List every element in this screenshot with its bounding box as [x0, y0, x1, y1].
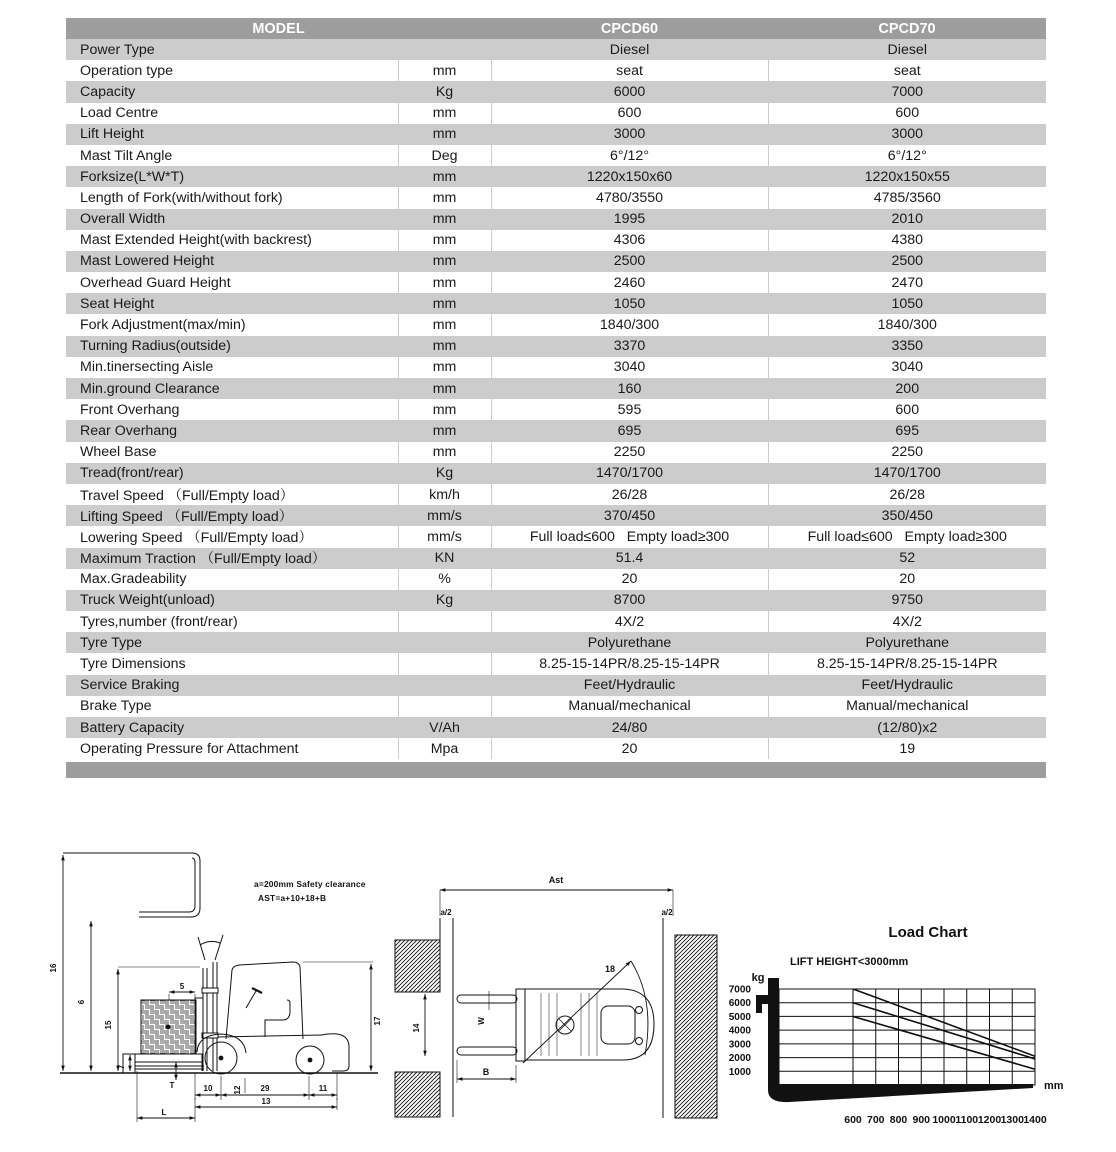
- table-row: [66, 399, 1046, 420]
- cell-label: Tyre Dimensions: [66, 653, 398, 674]
- cell-v70: 3000: [768, 124, 1046, 145]
- dim-14: 14: [412, 1023, 421, 1033]
- cell-v70: 2470: [768, 272, 1046, 293]
- cell-v70: 1840/300: [768, 314, 1046, 335]
- cell-label: Mast Tilt Angle: [66, 145, 398, 166]
- table-row: [66, 484, 1046, 505]
- cell-label: Capacity: [66, 81, 398, 102]
- cell-unit: mm: [398, 187, 491, 208]
- cell-v70: 26/28: [768, 484, 1046, 505]
- load-chart-subtitle: LIFT HEIGHT<3000mm: [790, 956, 909, 968]
- cell-v70: 6°/12°: [768, 145, 1046, 166]
- cell-label: Load Centre: [66, 103, 398, 124]
- cell-unit: mm: [398, 103, 491, 124]
- cell-v60: Diesel: [491, 39, 768, 60]
- cell-label: Max.Gradeability: [66, 569, 398, 590]
- dim-6: 6: [77, 999, 86, 1005]
- cell-label: Fork Adjustment(max/min): [66, 314, 398, 335]
- cell-v60: Full load≤600 Empty load≥300: [491, 526, 768, 547]
- top-dimension-labels: [412, 875, 673, 1077]
- cell-v60: seat: [491, 60, 768, 81]
- y-tick: 2000: [728, 1053, 751, 1065]
- dim-a2-right: a/2: [661, 908, 673, 917]
- cell-v70: seat: [768, 60, 1046, 81]
- y-tick: 6000: [728, 998, 751, 1010]
- dim-5: 5: [179, 982, 185, 991]
- safety-clearance-note: a=200mm Safety clearance: [254, 879, 366, 889]
- x-tick: 900: [912, 1114, 931, 1126]
- cell-v60: 370/450: [491, 505, 768, 526]
- x-tick: 1300: [1000, 1114, 1024, 1126]
- cell-v70: 1220x150x55: [768, 166, 1046, 187]
- cell-v60: 595: [491, 399, 768, 420]
- cell-unit: mm/s: [398, 505, 491, 526]
- cell-v70: 1050: [768, 293, 1046, 314]
- cell-unit: mm: [398, 272, 491, 293]
- dim-B: B: [482, 1067, 490, 1077]
- cell-unit: mm: [398, 378, 491, 399]
- dim-15: 15: [104, 1020, 113, 1030]
- x-tick: 1100: [955, 1114, 979, 1126]
- dim-10: 10: [203, 1084, 213, 1093]
- cell-label: Lifting Speed （Full/Empty load）: [66, 505, 398, 526]
- cell-v70: (12/80)x2: [768, 717, 1046, 738]
- cell-v60: 160: [491, 378, 768, 399]
- cell-unit: Kg: [398, 463, 491, 484]
- aisle-walls: [395, 918, 717, 1118]
- cell-unit: [398, 653, 491, 674]
- dim-T: T: [169, 1081, 175, 1090]
- load-chart: [715, 915, 1115, 1152]
- header-cpcd70: CPCD70: [768, 18, 1046, 39]
- cell-unit: [398, 675, 491, 696]
- cell-v70: 4380: [768, 230, 1046, 251]
- cell-v60: 51.4: [491, 548, 768, 569]
- cell-v60: 6°/12°: [491, 145, 768, 166]
- cell-unit: mm: [398, 442, 491, 463]
- cell-unit: [398, 39, 491, 60]
- table-row: [66, 81, 1046, 102]
- cell-v60: 1050: [491, 293, 768, 314]
- x-tick: 1400: [1023, 1114, 1047, 1126]
- table-row: [66, 209, 1046, 230]
- cell-label: Truck Weight(unload): [66, 590, 398, 611]
- cell-v70: Full load≤600 Empty load≥300: [768, 526, 1046, 547]
- table-row: [66, 124, 1046, 145]
- cell-v70: 4X/2: [768, 611, 1046, 632]
- dim-a2-left: a/2: [440, 908, 452, 917]
- cell-label: Seat Height: [66, 293, 398, 314]
- table-row: [66, 611, 1046, 632]
- table-row: [66, 696, 1046, 717]
- x-axis-label: mm: [1044, 1080, 1064, 1092]
- header-cpcd60: CPCD60: [491, 18, 768, 39]
- cell-v70: Diesel: [768, 39, 1046, 60]
- cell-unit: mm: [398, 314, 491, 335]
- cell-unit: mm: [398, 336, 491, 357]
- cell-unit: mm: [398, 420, 491, 441]
- table-row: [66, 357, 1046, 378]
- header-model: MODEL: [66, 18, 491, 39]
- dim-16: 16: [49, 963, 58, 973]
- cell-v70: 7000: [768, 81, 1046, 102]
- dim-13: 13: [261, 1097, 271, 1106]
- cell-v60: 1470/1700: [491, 463, 768, 484]
- cell-v70: 3040: [768, 357, 1046, 378]
- table-row: [66, 145, 1046, 166]
- cell-label: Front Overhang: [66, 399, 398, 420]
- cell-v70: 52: [768, 548, 1046, 569]
- cell-v60: 3000: [491, 124, 768, 145]
- cell-label: Rear Overhang: [66, 420, 398, 441]
- cell-label: Tyres,number (front/rear): [66, 611, 398, 632]
- cell-v70: 19: [768, 738, 1046, 759]
- table-row: [66, 738, 1046, 759]
- spec-table: [66, 18, 1046, 759]
- table-row: [66, 442, 1046, 463]
- side-view-drawing: [40, 840, 400, 1150]
- cell-unit: [398, 632, 491, 653]
- cell-label: Min.ground Clearance: [66, 378, 398, 399]
- cell-v60: 1840/300: [491, 314, 768, 335]
- cell-unit: Kg: [398, 590, 491, 611]
- table-row: [66, 187, 1046, 208]
- cell-v60: 1995: [491, 209, 768, 230]
- cell-label: Overall Width: [66, 209, 398, 230]
- cell-v60: 3040: [491, 357, 768, 378]
- cell-label: Power Type: [66, 39, 398, 60]
- cell-v60: 20: [491, 569, 768, 590]
- cell-unit: Deg: [398, 145, 491, 166]
- table-row: [66, 463, 1046, 484]
- cell-v70: 20: [768, 569, 1046, 590]
- x-tick-labels: [844, 1114, 1047, 1126]
- table-row: [66, 293, 1046, 314]
- cell-label: Min.tinersecting Aisle: [66, 357, 398, 378]
- cell-label: Operation type: [66, 60, 398, 81]
- cell-unit: V/Ah: [398, 717, 491, 738]
- y-tick-labels: [729, 985, 752, 1078]
- cell-unit: mm: [398, 230, 491, 251]
- cell-unit: mm: [398, 399, 491, 420]
- cell-v60: 1220x150x60: [491, 166, 768, 187]
- cell-label: Turning Radius(outside): [66, 336, 398, 357]
- cell-v70: 3350: [768, 336, 1046, 357]
- y-tick: 3000: [728, 1039, 751, 1051]
- dim-7: 7: [117, 1064, 126, 1070]
- side-dimension-labels: [49, 879, 382, 1117]
- table-row: [66, 548, 1046, 569]
- cell-unit: [398, 611, 491, 632]
- cell-v60: 26/28: [491, 484, 768, 505]
- x-tick: 1200: [977, 1114, 1002, 1126]
- table-row: [66, 103, 1046, 124]
- cell-v60: Feet/Hydraulic: [491, 675, 768, 696]
- dim-11: 11: [318, 1084, 328, 1093]
- cell-label: Mast Extended Height(with backrest): [66, 230, 398, 251]
- cell-v60: 20: [491, 738, 768, 759]
- cell-unit: mm: [398, 60, 491, 81]
- dim-W: W: [477, 1017, 486, 1025]
- cell-v70: 2500: [768, 251, 1046, 272]
- table-row: [66, 272, 1046, 293]
- table-row: [66, 39, 1046, 60]
- cell-label: Lowering Speed （Full/Empty load）: [66, 526, 398, 547]
- cell-v60: 4780/3550: [491, 187, 768, 208]
- side-dimension-lines: [60, 855, 378, 1122]
- x-tick: 600: [844, 1114, 862, 1126]
- cell-v60: 8700: [491, 590, 768, 611]
- cell-label: Forksize(L*W*T): [66, 166, 398, 187]
- x-tick: 1000: [932, 1114, 956, 1126]
- cell-label: Maximum Traction （Full/Empty load）: [66, 548, 398, 569]
- cell-label: Service Braking: [66, 675, 398, 696]
- cell-v60: 4306: [491, 230, 768, 251]
- dim-12: 12: [233, 1085, 242, 1095]
- table-row: [66, 336, 1046, 357]
- cell-v60: Manual/mechanical: [491, 696, 768, 717]
- cell-v70: 600: [768, 399, 1046, 420]
- table-row: [66, 166, 1046, 187]
- cell-v60: 2500: [491, 251, 768, 272]
- cell-v70: 8.25-15-14PR/8.25-15-14PR: [768, 653, 1046, 674]
- cell-label: Brake Type: [66, 696, 398, 717]
- y-axis-label: kg: [751, 972, 765, 984]
- cell-unit: Kg: [398, 81, 491, 102]
- cell-v70: 1470/1700: [768, 463, 1046, 484]
- table-row: [66, 675, 1046, 696]
- y-tick: 5000: [728, 1011, 751, 1023]
- table-row: [66, 632, 1046, 653]
- table-row: [66, 314, 1046, 335]
- cell-v70: 695: [768, 420, 1046, 441]
- load-chart-title: Load Chart: [888, 924, 968, 941]
- rack-outline: [63, 853, 200, 917]
- cell-v60: 4X/2: [491, 611, 768, 632]
- cell-unit: %: [398, 569, 491, 590]
- cell-unit: mm: [398, 251, 491, 272]
- x-tick: 700: [866, 1114, 885, 1126]
- cell-unit: mm: [398, 166, 491, 187]
- chart-grid: [779, 989, 1035, 1085]
- cell-v60: 6000: [491, 81, 768, 102]
- table-header-row: [66, 18, 1046, 39]
- cell-label: Overhead Guard Height: [66, 272, 398, 293]
- cell-v60: 8.25-15-14PR/8.25-15-14PR: [491, 653, 768, 674]
- dim-L: L: [161, 1108, 167, 1117]
- cell-v60: 2460: [491, 272, 768, 293]
- top-view-drawing: [385, 860, 730, 1152]
- cell-label: Wheel Base: [66, 442, 398, 463]
- cell-label: Length of Fork(with/without fork): [66, 187, 398, 208]
- table-row: [66, 505, 1046, 526]
- dim-18: 18: [604, 964, 616, 974]
- cell-v60: 695: [491, 420, 768, 441]
- cell-unit: Mpa: [398, 738, 491, 759]
- cell-unit: mm: [398, 357, 491, 378]
- table-row: [66, 717, 1046, 738]
- cell-v60: Polyurethane: [491, 632, 768, 653]
- spec-table-body: [66, 39, 1046, 759]
- cell-label: Operating Pressure for Attachment: [66, 738, 398, 759]
- table-row: [66, 251, 1046, 272]
- cell-v70: 4785/3560: [768, 187, 1046, 208]
- cell-label: Travel Speed （Full/Empty load）: [66, 484, 398, 505]
- table-footer-bar: [66, 762, 1046, 778]
- cell-unit: KN: [398, 548, 491, 569]
- cell-v70: 600: [768, 103, 1046, 124]
- cell-v70: 200: [768, 378, 1046, 399]
- cell-label: Lift Height: [66, 124, 398, 145]
- dim-17: 17: [373, 1016, 382, 1026]
- table-row: [66, 653, 1046, 674]
- spec-table-wrap: [66, 18, 1046, 778]
- dim-ast: Ast: [548, 875, 564, 885]
- table-row: [66, 60, 1046, 81]
- forklift-top: [457, 961, 654, 1063]
- cell-v60: 2250: [491, 442, 768, 463]
- cell-label: Mast Lowered Height: [66, 251, 398, 272]
- cell-v70: Polyurethane: [768, 632, 1046, 653]
- table-row: [66, 230, 1046, 251]
- cell-unit: mm: [398, 293, 491, 314]
- table-row: [66, 526, 1046, 547]
- cell-v70: 350/450: [768, 505, 1046, 526]
- cell-v70: Manual/mechanical: [768, 696, 1046, 717]
- table-row: [66, 569, 1046, 590]
- cell-v70: 2250: [768, 442, 1046, 463]
- cell-unit: mm/s: [398, 526, 491, 547]
- cell-unit: mm: [398, 209, 491, 230]
- table-row: [66, 378, 1046, 399]
- y-tick: 7000: [728, 984, 751, 996]
- cell-v60: 24/80: [491, 717, 768, 738]
- table-row: [66, 420, 1046, 441]
- y-tick: 4000: [728, 1025, 751, 1037]
- cell-label: Tread(front/rear): [66, 463, 398, 484]
- cell-label: Tyre Type: [66, 632, 398, 653]
- cell-v70: Feet/Hydraulic: [768, 675, 1046, 696]
- cell-unit: [398, 696, 491, 717]
- cell-unit: mm: [398, 124, 491, 145]
- cell-label: Battery Capacity: [66, 717, 398, 738]
- dim-29: 29: [260, 1084, 270, 1093]
- cell-unit: km/h: [398, 484, 491, 505]
- cell-v60: 600: [491, 103, 768, 124]
- table-row: [66, 590, 1046, 611]
- ast-formula-note: AST=a+10+18+B: [258, 893, 327, 903]
- x-tick: 800: [889, 1114, 908, 1126]
- cell-v70: 2010: [768, 209, 1046, 230]
- forklift-side: [123, 935, 349, 1074]
- cell-v60: 3370: [491, 336, 768, 357]
- y-tick: 1000: [728, 1066, 751, 1078]
- cell-v70: 9750: [768, 590, 1046, 611]
